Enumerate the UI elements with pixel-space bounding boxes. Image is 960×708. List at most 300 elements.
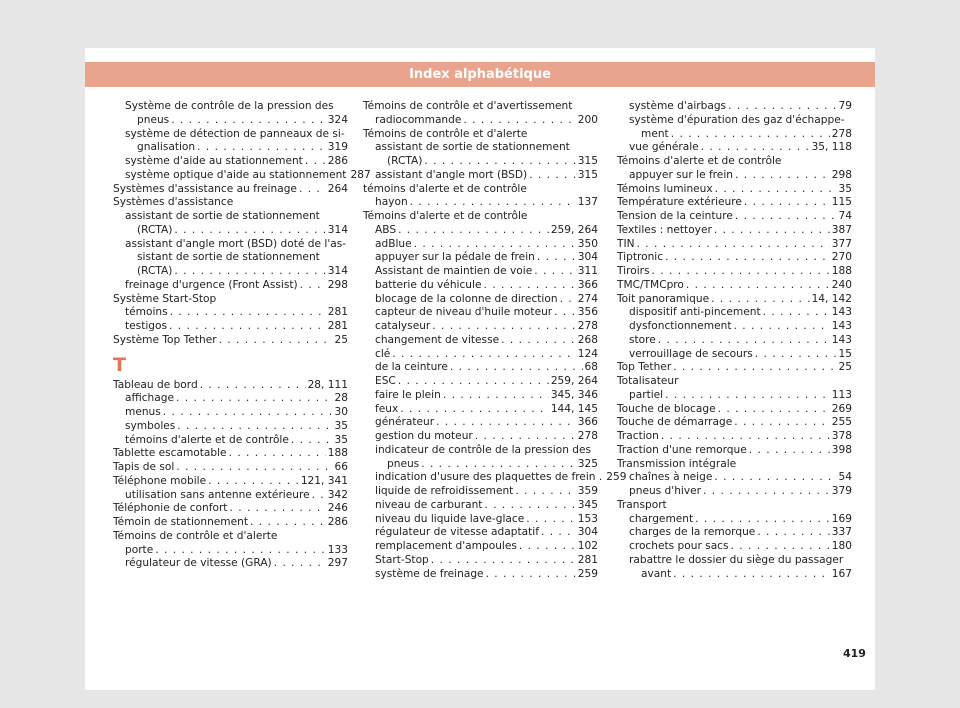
index-entry (363, 224, 598, 238)
index-entry (113, 183, 348, 197)
index-entry-term: (RCTA) (137, 265, 173, 277)
index-entry (363, 458, 598, 472)
index-entry-page: 79 (838, 100, 852, 112)
index-entry (617, 251, 852, 265)
index-entry (113, 406, 348, 420)
index-entry-page: 319 (327, 141, 348, 154)
index-entry (617, 128, 852, 142)
index-heading: rabattre le dossier du siège du passager (629, 553, 844, 566)
index-entry-term: chargement (629, 512, 694, 525)
index-entry-page: 378 (831, 430, 852, 442)
index-entry-term: témoins (125, 306, 168, 319)
index-entry (617, 183, 852, 197)
index-entry-page: 66 (334, 461, 348, 473)
index-entry-page: 255 (831, 416, 852, 429)
index-entry-term: remplacement d'ampoules (375, 540, 517, 552)
index-entry (113, 502, 348, 516)
index-entry-page: 102 (577, 540, 598, 552)
index-entry-term: menus (125, 406, 161, 418)
index-entry (363, 513, 598, 527)
dot-leader (170, 306, 326, 320)
index-entry-term: régulateur de vitesse (GRA) (125, 557, 272, 570)
index-entry (617, 430, 852, 444)
index-entry-term: symboles (125, 419, 176, 432)
index-entry-term: charges de la remorque (629, 526, 756, 539)
dot-leader (637, 238, 830, 252)
dot-leader (749, 444, 830, 458)
index-entry (113, 224, 348, 238)
index-entry-term: clé (375, 347, 391, 360)
dot-leader (731, 540, 830, 554)
index-entry-term: Téléphonie de confort (113, 502, 228, 515)
index-entry-term: TIN (617, 237, 635, 250)
index-entry-page: 315 (577, 168, 598, 181)
index-entry-page: 115 (831, 196, 852, 209)
index-entry-term: ESC (375, 375, 396, 387)
dot-leader (714, 224, 830, 238)
dot-leader (436, 416, 576, 430)
dot-leader (534, 265, 576, 279)
index-entry-page: 287 (350, 168, 371, 181)
index-entry-page: 281 (577, 553, 598, 566)
index-entry (363, 361, 598, 375)
index-entry-term: vue générale (629, 141, 699, 154)
dot-leader (734, 416, 830, 430)
index-entry (617, 141, 852, 155)
index-entry (363, 430, 598, 444)
dot-leader (734, 320, 830, 334)
index-entry-term: affichage (125, 392, 175, 405)
index-entry (363, 554, 598, 568)
index-entry-page: 68 (584, 361, 598, 374)
index-entry-page: 325 (577, 457, 598, 470)
dot-leader (432, 320, 575, 334)
dot-leader (431, 554, 576, 568)
index-entry-page: 398 (831, 443, 852, 456)
index-entry-page: 133 (327, 543, 348, 556)
dot-leader (398, 224, 549, 238)
dot-leader (554, 306, 576, 320)
dot-leader (410, 196, 576, 210)
index-entry-term: Traction d'une remorque (617, 443, 747, 456)
index-entry-page: 281 (327, 306, 348, 319)
index-entry-page: 35 (334, 419, 348, 432)
index-entry-page: 311 (577, 265, 598, 277)
index-entry (363, 403, 598, 417)
index-heading: indicateur de contrôle de la pression des (375, 443, 592, 456)
dot-leader (519, 540, 576, 554)
index-entry (363, 389, 598, 403)
dot-leader (486, 568, 576, 582)
index-entry-term: appuyer sur la pédale de frein (375, 251, 535, 264)
index-entry-page: 286 (327, 155, 348, 167)
index-entry (113, 516, 348, 530)
index-entry-term: liquide de refroidissement (375, 485, 514, 497)
index-entry-page: 268 (577, 333, 598, 346)
index-entry-page: 304 (577, 251, 598, 264)
index-entry (617, 444, 852, 458)
index-heading: Totalisateur (617, 375, 679, 387)
index-entry (617, 196, 852, 210)
index-entry-page: 298 (327, 278, 348, 291)
index-entry-term: de la ceinture (375, 361, 448, 374)
index-entry-term: Témoin de stationnement (113, 516, 249, 528)
index-entry (617, 389, 852, 403)
index-entry-page: 298 (831, 168, 852, 181)
index-entry (617, 293, 852, 307)
index-entry-page: 324 (327, 113, 348, 126)
index-entry (363, 238, 598, 252)
index-heading: sistant de sortie de stationnement (137, 251, 320, 264)
index-entry (363, 485, 598, 499)
index-entry (113, 489, 348, 503)
index-entry-page: 259 (577, 567, 598, 580)
index-entry-page: 240 (831, 278, 852, 291)
index-entry-term: Tableau de bord (113, 378, 198, 391)
index-entry-page: 113 (831, 388, 852, 401)
dot-leader (728, 100, 836, 114)
index-entry (617, 526, 852, 540)
dot-leader (658, 334, 830, 348)
dot-leader (673, 361, 836, 375)
index-column-1 (113, 100, 371, 571)
index-entry-page: 278 (577, 430, 598, 442)
dot-leader (735, 169, 830, 183)
dot-leader (515, 485, 575, 499)
index-entry-term: système d'airbags (629, 100, 727, 112)
index-entry (363, 265, 598, 279)
dot-leader (400, 403, 549, 417)
dot-leader (219, 334, 333, 348)
index-heading: Témoins de contrôle et d'alerte (113, 529, 278, 542)
index-heading: Témoins d'alerte et de contrôle (363, 210, 528, 222)
index-entry (617, 320, 852, 334)
index-entry-term: feux (375, 402, 399, 415)
index-heading: assistant de sortie de stationnement (375, 141, 570, 154)
index-entry-page: 314 (327, 265, 348, 277)
index-entry (363, 114, 598, 128)
index-entry-term: TMC/TMCpro (617, 278, 684, 291)
index-entry-page: 314 (327, 223, 348, 236)
index-heading: Systèmes d'assistance (113, 196, 234, 209)
index-entry-page: 143 (831, 306, 852, 319)
dot-leader (757, 526, 829, 540)
index-entry-term: Tiroirs (617, 265, 650, 277)
dot-leader (501, 334, 576, 348)
index-entry-page: 359 (577, 485, 598, 497)
index-entry-page: 270 (831, 251, 852, 264)
dot-leader (299, 183, 326, 197)
index-entry (363, 293, 598, 307)
index-entry (617, 471, 852, 485)
index-entry-term: crochets pour sacs (629, 540, 729, 552)
index-heading: Témoins d'alerte et de contrôle (617, 155, 782, 167)
index-entry-page: 137 (577, 196, 598, 209)
index-entry (617, 210, 852, 224)
index-entry-page: 14, 142 (811, 292, 852, 305)
index-entry-page: 28, 111 (307, 378, 348, 391)
dot-leader (735, 210, 837, 224)
index-entry (617, 568, 852, 582)
index-entry-page: 387 (831, 223, 852, 236)
index-entry-page: 278 (577, 320, 598, 332)
index-entry (363, 375, 598, 389)
index-entry-page: 169 (831, 512, 852, 525)
index-entry-term: Tension de la ceinture (617, 210, 733, 222)
index-heading: système d'épuration des gaz d'échappe- (629, 113, 845, 126)
index-entry-page: 259 (606, 471, 627, 484)
index-entry-term: freinage d'urgence (Front Assist) (125, 278, 298, 291)
index-entry-term: générateur (375, 416, 435, 429)
index-entry-term: Systèmes d'assistance au freinage (113, 182, 297, 195)
dot-leader (673, 568, 830, 582)
dot-leader (744, 196, 830, 210)
index-column-3 (617, 100, 852, 581)
index-entry-term: dispositif anti-pincement (629, 306, 761, 319)
index-entry-term: indication d'usure des plaquettes de frein . (375, 471, 603, 484)
dot-leader (174, 224, 325, 238)
index-entry-term: système d'aide au stationnement (125, 155, 303, 167)
index-entry-page: 35 (838, 182, 852, 195)
index-entry-term: catalyseur (375, 320, 431, 332)
index-entry-term: capteur de niveau d'huile moteur (375, 306, 553, 319)
index-entry-page: 342 (327, 488, 348, 501)
index-entry-page: 15 (838, 347, 852, 360)
index-entry (113, 392, 348, 406)
index-entry-page: 54 (838, 471, 852, 484)
dot-leader (483, 279, 575, 293)
index-entry-term: blocage de la colonne de direction (375, 292, 558, 305)
dot-leader (163, 406, 333, 420)
index-entry-page: 366 (577, 278, 598, 291)
index-entry-term: ABS (375, 223, 397, 236)
index-entry-page: 143 (831, 333, 852, 346)
index-entry-term: Température extérieure (617, 196, 742, 209)
index-entry-page: 124 (577, 347, 598, 360)
index-entry-term: Touche de démarrage (617, 416, 733, 429)
index-entry-term: Textiles : nettoyer (617, 223, 712, 236)
dot-leader (463, 114, 575, 128)
dot-leader (560, 293, 576, 307)
index-entry (113, 320, 348, 334)
index-entry (363, 416, 598, 430)
index-entry (617, 265, 852, 279)
index-entry (363, 526, 598, 540)
index-entry-term: chaînes à neige (629, 471, 713, 484)
dot-leader (686, 279, 830, 293)
index-entry-term: système de freinage (375, 567, 484, 580)
index-heading: assistant de sortie de stationnement (125, 210, 320, 222)
index-entry-page: 304 (577, 526, 598, 539)
dot-leader (155, 544, 326, 558)
dot-leader (755, 348, 837, 362)
dot-leader (695, 513, 830, 527)
index-entry (113, 379, 348, 393)
index-entry-term: partiel (629, 388, 664, 401)
index-entry (113, 434, 348, 448)
index-entry (363, 471, 627, 485)
dot-leader (703, 485, 830, 499)
dot-leader (177, 420, 332, 434)
dot-leader (711, 293, 809, 307)
dot-leader (714, 471, 836, 485)
index-entry-page: 281 (327, 320, 348, 332)
dot-leader (250, 516, 326, 530)
dot-leader (229, 502, 325, 516)
index-entry (363, 155, 598, 169)
page-header: Index alphabétique (85, 62, 875, 87)
index-entry (617, 513, 852, 527)
index-entry (113, 279, 348, 293)
index-entry (617, 485, 852, 499)
index-entry-page: 188 (831, 265, 852, 277)
index-entry (617, 348, 852, 362)
index-entry-term: testigos (125, 320, 168, 332)
index-entry (617, 100, 852, 114)
index-entry (617, 403, 852, 417)
index-entry-term: avant (641, 567, 672, 580)
index-entry (617, 540, 852, 554)
index-heading: assistant d'angle mort (BSD) doté de l'as- (125, 237, 347, 250)
dot-leader (291, 434, 333, 448)
index-entry (113, 168, 371, 183)
index-entry (617, 334, 852, 348)
index-entry-term: (RCTA) (387, 155, 423, 167)
index-entry-page: 25 (334, 333, 348, 346)
index-entry-page: 28 (334, 392, 348, 405)
index-entry-page: 143 (831, 320, 852, 332)
dot-leader (171, 114, 326, 128)
index-entry (617, 169, 852, 183)
index-entry-page: 274 (577, 292, 598, 305)
index-entry (113, 334, 348, 348)
index-entry-term: témoins d'alerte et de contrôle (125, 433, 289, 446)
index-heading: Transmission intégrale (617, 457, 737, 470)
index-entry-page: 269 (831, 402, 852, 415)
dot-leader (305, 155, 326, 169)
index-entry (617, 416, 852, 430)
index-heading: système de détection de panneaux de si- (125, 127, 345, 140)
index-entry-term: dysfonctionnement (629, 320, 732, 332)
index-entry-term: faire le plein (375, 388, 441, 401)
index-entry-page: 366 (577, 416, 598, 429)
index-entry-page: 337 (831, 526, 852, 539)
index-entry (113, 447, 348, 461)
dot-leader (176, 392, 333, 406)
index-entry (113, 155, 348, 169)
index-entry-term: Touche de blocage (617, 402, 716, 415)
index-entry-term: Start-Stop (375, 553, 429, 566)
index-entry-page: 356 (577, 306, 598, 319)
index-entry (617, 224, 852, 238)
index-entry-page: 286 (327, 516, 348, 528)
index-entry-term: Témoins lumineux (617, 182, 713, 195)
dot-leader (450, 361, 583, 375)
index-entry (363, 279, 598, 293)
dot-leader (661, 430, 830, 444)
index-entry-term: store (629, 333, 656, 346)
index-entry (113, 420, 348, 434)
index-entry-term: pneus (137, 113, 170, 126)
dot-leader (229, 447, 326, 461)
index-entry (617, 279, 852, 293)
dot-leader (300, 279, 326, 293)
index-entry (113, 475, 348, 489)
index-entry (617, 361, 852, 375)
dot-leader (208, 475, 299, 489)
index-entry (617, 238, 852, 252)
index-entry (113, 114, 348, 128)
dot-leader (169, 320, 326, 334)
dot-leader (312, 489, 326, 503)
dot-leader (484, 499, 575, 513)
dot-leader (421, 458, 576, 472)
dot-leader (718, 403, 830, 417)
index-entry-page: 121, 341 (300, 474, 348, 487)
dot-leader (541, 526, 576, 540)
index-entry-term: changement de vitesse (375, 333, 500, 346)
index-entry-term: porte (125, 543, 154, 556)
index-entry-term: verrouillage de secours (629, 347, 753, 360)
index-entry (363, 169, 598, 183)
index-entry-term: hayon (375, 196, 408, 209)
index-entry-page: 278 (831, 127, 852, 140)
index-entry-term: pneus d'hiver (629, 485, 701, 497)
index-entry (363, 320, 598, 334)
index-heading: Témoins de contrôle et d'alerte (363, 127, 528, 140)
index-entry-page: 345 (577, 498, 598, 511)
index-entry-term: Tiptronic (617, 251, 664, 264)
index-heading: témoins d'alerte et de contrôle (363, 182, 527, 195)
index-entry-term: Assistant de maintien de voie (375, 265, 533, 277)
index-entry-page: 35 (334, 433, 348, 446)
index-entry-term: niveau de carburant (375, 498, 483, 511)
index-entry-term: Tapis de sol (113, 461, 175, 473)
index-entry-page: 345, 346 (550, 388, 598, 401)
index-entry-term: Traction (617, 430, 659, 442)
index-entry-term: Téléphone mobile (113, 474, 207, 487)
index-entry-term: assistant d'angle mort (BSD) (375, 168, 528, 181)
dot-leader (475, 430, 576, 444)
index-entry-term: batterie du véhicule (375, 278, 482, 291)
dot-leader (174, 265, 325, 279)
index-entry-page: 350 (577, 237, 598, 250)
index-heading: Transport (617, 498, 667, 511)
index-entry (617, 306, 852, 320)
index-heading: Témoins de contrôle et d'avertissement (363, 100, 573, 112)
index-heading: Système Start-Stop (113, 292, 217, 305)
page-number: 419 (843, 647, 866, 660)
index-entry (363, 348, 598, 362)
index-entry-page: 259, 264 (550, 223, 598, 236)
dot-leader (414, 238, 576, 252)
index-entry-page: 167 (831, 567, 852, 580)
dot-leader (665, 389, 830, 403)
index-entry-page: 264 (327, 182, 348, 195)
section-letter: T (113, 353, 126, 376)
index-entry-page: 144, 145 (550, 402, 598, 415)
index-entry-term: système optique d'aide au stationnement (125, 168, 347, 181)
index-entry (113, 306, 348, 320)
index-entry-page: 259, 264 (550, 375, 598, 387)
dot-leader (701, 141, 810, 155)
dot-leader (537, 251, 576, 265)
index-entry-term: Toit panoramique (617, 292, 710, 305)
index-entry-page: 188 (327, 447, 348, 460)
index-entry-page: 153 (577, 512, 598, 525)
dot-leader (424, 155, 575, 169)
index-entry (363, 334, 598, 348)
